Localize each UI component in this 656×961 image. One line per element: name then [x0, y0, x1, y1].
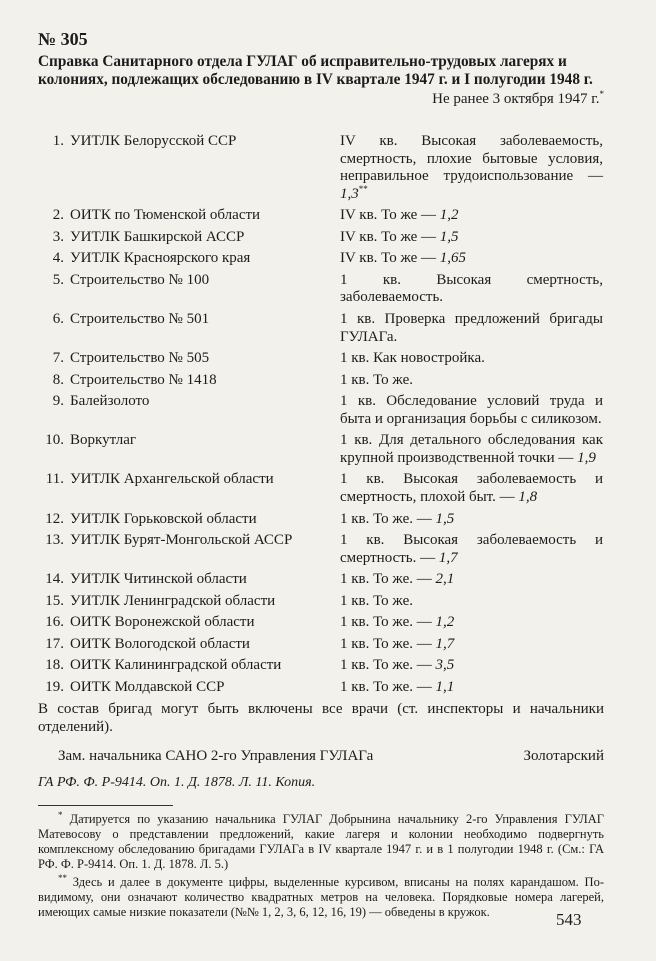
list-item	[38, 511, 604, 529]
list-item	[38, 593, 604, 611]
list-item	[38, 471, 604, 506]
item-number: 18.	[45, 657, 64, 674]
item-number: 8.	[52, 371, 64, 388]
list-item	[38, 272, 604, 307]
list-item	[38, 350, 604, 368]
item-description	[340, 511, 603, 529]
item-desc-text: 1 кв. То же. —	[340, 510, 432, 527]
item-name: УИТЛК Башкирской АССР	[70, 228, 245, 245]
archive-source: ГА РФ. Ф. Р-9414. Оп. 1. Д. 1878. Л. 11. Копия.	[38, 775, 316, 791]
document-date	[38, 90, 604, 108]
item-margin-value: 1,9	[577, 449, 596, 466]
item-number: 17.	[45, 635, 64, 652]
list-item	[38, 679, 604, 697]
item-desc-text: 1 кв. Для детального обследования как крупной производственной точки —	[340, 432, 603, 466]
date-text: Не ранее 3 октября 1947 г.	[432, 91, 600, 108]
item-description	[340, 657, 603, 675]
item-name: ОИТК Калининградской области	[70, 657, 282, 674]
item-margin-value: 1,2	[435, 614, 455, 631]
item-margin-value: 1,7	[438, 549, 458, 566]
page-number: 543	[556, 910, 582, 929]
item-number: 1.	[52, 133, 64, 150]
footnote-mark: **	[58, 873, 67, 884]
list-item	[38, 229, 604, 247]
item-name: ОИТК по Тюменской области	[70, 207, 261, 224]
item-description	[340, 311, 603, 346]
item-number: 16.	[45, 614, 64, 631]
item-description	[340, 250, 603, 268]
item-name: УИТЛК Ленинградской области	[70, 592, 276, 609]
signature-position: Зам. начальника САНО 2-го Управления ГУЛАГа	[58, 748, 374, 765]
item-description	[340, 636, 603, 654]
item-number: 12.	[45, 510, 64, 527]
item-number: 15.	[45, 592, 64, 609]
closing-paragraph: В состав бригад могут быть включены все врачи (ст. инспекторы и начальники отделений).	[38, 701, 604, 736]
item-desc-text: 1 кв. Высокая смертность, заболеваемость.	[340, 271, 603, 306]
item-description	[340, 229, 603, 247]
item-margin-value: 1,8	[518, 488, 538, 505]
item-name: ОИТК Вологодской области	[70, 635, 250, 652]
item-footnote-mark: **	[358, 183, 368, 194]
list-item	[38, 614, 604, 632]
item-margin-value: 1,3	[340, 185, 359, 202]
item-number: 5.	[52, 271, 64, 288]
item-desc-text: 1 кв. Проверка предложений бригады ГУЛАГа.	[340, 311, 603, 345]
item-desc-text: IV кв. То же —	[340, 228, 437, 245]
list-item	[38, 532, 604, 567]
list-item	[38, 207, 604, 225]
item-desc-text: IV кв. Высокая заболеваемость, смертность, плохие бытовые условия, неправильное трудоиспользование —	[340, 133, 603, 185]
item-description	[340, 471, 603, 506]
item-name: УИТЛК Белорусской ССР	[70, 133, 237, 150]
item-margin-value: 1,5	[439, 228, 459, 245]
item-margin-value: 1,2	[439, 207, 459, 224]
item-description	[340, 571, 603, 589]
item-desc-text: 1 кв. Обследование условий труда и быта и организация борьбы с силикозом.	[340, 393, 603, 427]
item-name: Строительство № 1418	[70, 371, 217, 388]
signature-name: Золотарский	[523, 748, 604, 765]
list-item	[38, 571, 604, 589]
item-margin-value: 1,65	[439, 250, 467, 267]
item-name: Строительство № 100	[70, 271, 210, 288]
item-margin-value: 2,1	[435, 571, 455, 588]
item-desc-text: 1 кв. То же. —	[340, 614, 432, 631]
item-desc-text: 1 кв. Как новостройка.	[340, 350, 485, 367]
item-margin-value: 1,1	[435, 678, 455, 695]
signature-block	[38, 748, 604, 765]
item-desc-text: 1 кв. То же. —	[340, 571, 432, 588]
item-margin-value: 1,5	[435, 510, 455, 527]
item-desc-text: 1 кв. То же. —	[340, 657, 432, 674]
item-number: 11.	[45, 471, 64, 488]
item-name: УИТЛК Архангельской области	[70, 471, 274, 488]
item-number: 13.	[45, 532, 64, 549]
item-description	[340, 679, 603, 697]
item-name: Строительство № 505	[70, 350, 210, 367]
footnote-1	[38, 812, 604, 872]
item-margin-value: 3,5	[435, 657, 455, 674]
item-name: Воркутлаг	[70, 432, 137, 449]
item-margin-value: 1,7	[435, 635, 455, 652]
item-desc-text: 1 кв. То же.	[340, 592, 413, 609]
item-desc-text: IV кв. То же —	[340, 207, 437, 224]
item-number: 19.	[45, 678, 64, 695]
footnote-divider	[38, 805, 173, 806]
item-description	[340, 372, 603, 390]
item-desc-text: IV кв. То же —	[340, 250, 437, 267]
item-name: Строительство № 501	[70, 311, 210, 328]
item-description	[340, 207, 603, 225]
item-number: 6.	[52, 311, 64, 328]
footnote-mark: *	[58, 810, 63, 821]
item-name: УИТЛК Читинской области	[70, 571, 247, 588]
list-item	[38, 657, 604, 675]
list-item	[38, 636, 604, 654]
item-name: УИТЛК Красноярского края	[70, 250, 251, 267]
document-page	[38, 30, 604, 923]
list-item	[38, 432, 604, 467]
item-number: 4.	[52, 250, 64, 267]
list-item	[38, 393, 604, 428]
item-description	[340, 133, 603, 203]
footnote-text: Здесь и далее в документе цифры, выделенные курсивом, вписаны на полях карандашом. По-видимому, они означают количество квадратных метров на человека. Порядковые номера лагерей, имеющих самые низкие показатели (№№ 1, 2, 3, 6, 12, 16, 19) — обведены в кружок.	[38, 875, 604, 920]
camp-list	[38, 133, 604, 696]
item-description	[340, 432, 603, 467]
item-number: 10.	[45, 432, 64, 449]
item-desc-text: 1 кв. То же. —	[340, 678, 432, 695]
item-name: ОИТК Молдавской ССР	[70, 678, 225, 695]
item-number: 3.	[52, 228, 64, 245]
item-description	[340, 272, 603, 307]
list-item	[38, 372, 604, 390]
item-number: 14.	[45, 571, 64, 588]
document-title: Справка Санитарного отдела ГУЛАГ об исправительно-трудовых лагерях и колониях, подлежащих обследованию в IV квартале 1947 г. и I полугодии 1948 г.	[38, 52, 593, 89]
item-number: 2.	[52, 207, 64, 224]
footnote-2	[38, 875, 604, 920]
item-number: 9.	[52, 393, 64, 410]
item-number: 7.	[52, 350, 64, 367]
list-item	[38, 250, 604, 268]
item-description	[340, 532, 603, 567]
item-desc-text: 1 кв. То же.	[340, 371, 413, 388]
item-name: УИТЛК Горьковской области	[70, 510, 257, 527]
item-description	[340, 593, 603, 611]
item-name: УИТЛК Бурят-Монгольской АССР	[70, 532, 293, 549]
list-item	[38, 133, 604, 203]
date-footnote-mark: *	[599, 89, 604, 100]
document-number: № 305	[38, 29, 88, 49]
item-desc-text: 1 кв. Высокая заболеваемость и смертность, плохой быт. —	[340, 471, 603, 505]
item-description	[340, 393, 603, 428]
item-name: Балейзолото	[70, 393, 150, 410]
footnote-text: Датируется по указанию начальника ГУЛАГ Добрынина начальнику 2-го Управления ГУЛАГ Матевосову о представлении предложений, какие лагеря и колонии необходимо подвергнуть комплексному обследованию бригадами ГУЛАГа в IV квартале 1947 г. и в 1 полугодии 1948 г. (См.: ГА РФ. Ф. Р-9414. Оп. 1. Д. 1878. Л. 5.)	[38, 812, 604, 872]
item-description	[340, 614, 603, 632]
list-item	[38, 311, 604, 346]
item-desc-text: 1 кв. То же. —	[340, 635, 432, 652]
item-description	[340, 350, 603, 368]
item-name: ОИТК Воронежской области	[70, 614, 255, 631]
item-desc-text: 1 кв. Высокая заболеваемость и смертность. —	[340, 532, 603, 566]
